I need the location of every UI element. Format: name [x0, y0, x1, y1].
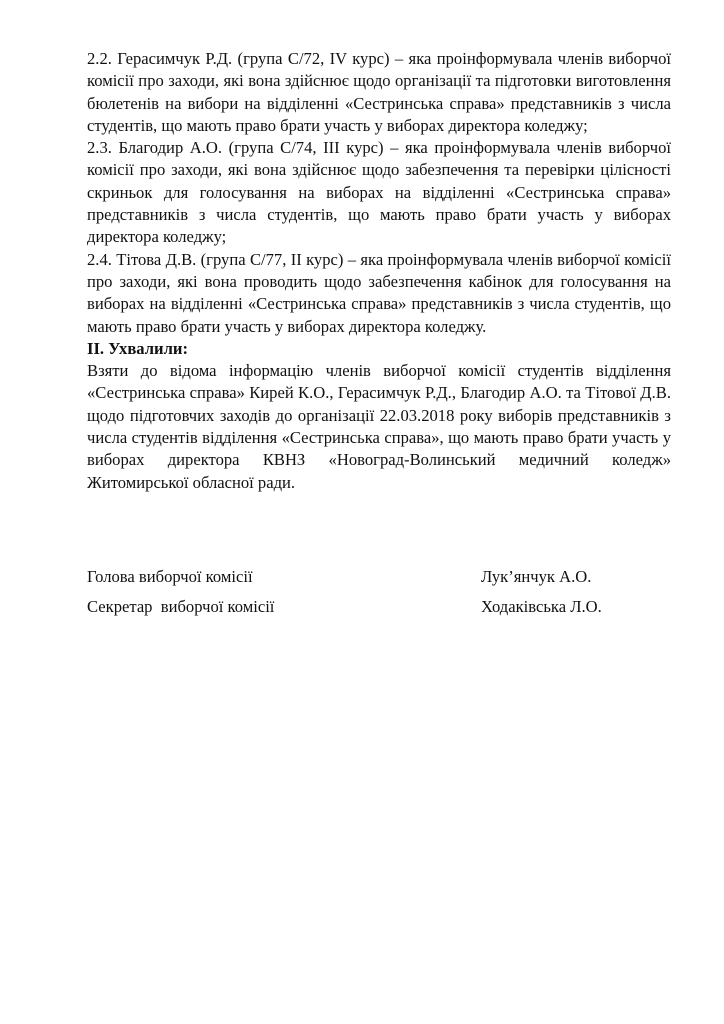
document-body [87, 48, 671, 494]
resolution-text: Взяти до відома інформацію членів виборчої комісії студентів відділення «Сестринська справа» Кирей К.О., Герасимчук Р.Д., Благодир А.О. та Тітової Д.В. щодо підготовчих заходів до організації 22.03.2018 року виборів представників з числа студентів відділення «Сестринська справа», що мають право брати участь у виборах директора КВНЗ «Новоград-Волинський медичний коледж» Житомирської обласної ради. [87, 361, 671, 492]
signature-name: Ходаківська Л.О. [481, 597, 602, 616]
signatures-block [87, 566, 647, 626]
item-2-2: 2.2. Герасимчук Р.Д. (група С/72, IV курс) – яка проінформувала членів виборчої комісії про заходи, які вона здійснює щодо організації та підготовки виготовлення бюлетенів на вибори на відділенні «Сестринська справа» представників з числа студентів, що мають право брати участь у виборах директора коледжу; [87, 49, 671, 135]
signature-role: Секретар виборчої комісії [87, 597, 275, 616]
signature-secretary [87, 596, 647, 626]
signature-chairman [87, 566, 647, 596]
signature-role: Голова виборчої комісії [87, 567, 253, 586]
item-2-3: 2.3. Благодир А.О. (група С/74, ІІІ курс) – яка проінформувала членів виборчої комісії про заходи, які вона здійснює щодо забезпечення та перевірки цілісності скриньок для голосування на виборах на відділенні «Сестринська справа» представників з числа студентів, що мають право брати участь у виборах директора коледжу; [87, 138, 671, 247]
resolution-heading: ІІ. Ухвалили: [87, 338, 188, 358]
item-2-4: 2.4. Тітова Д.В. (група С/77, ІІ курс) – яка проінформувала членів виборчої комісії про заходи, які вона проводить щодо забезпечення кабінок для голосування на виборах на відділенні «Сестринська справа» представників з числа студентів, що мають право брати участь у виборах директора коледжу. [87, 249, 671, 336]
signature-name: Лук’янчук А.О. [481, 567, 592, 586]
